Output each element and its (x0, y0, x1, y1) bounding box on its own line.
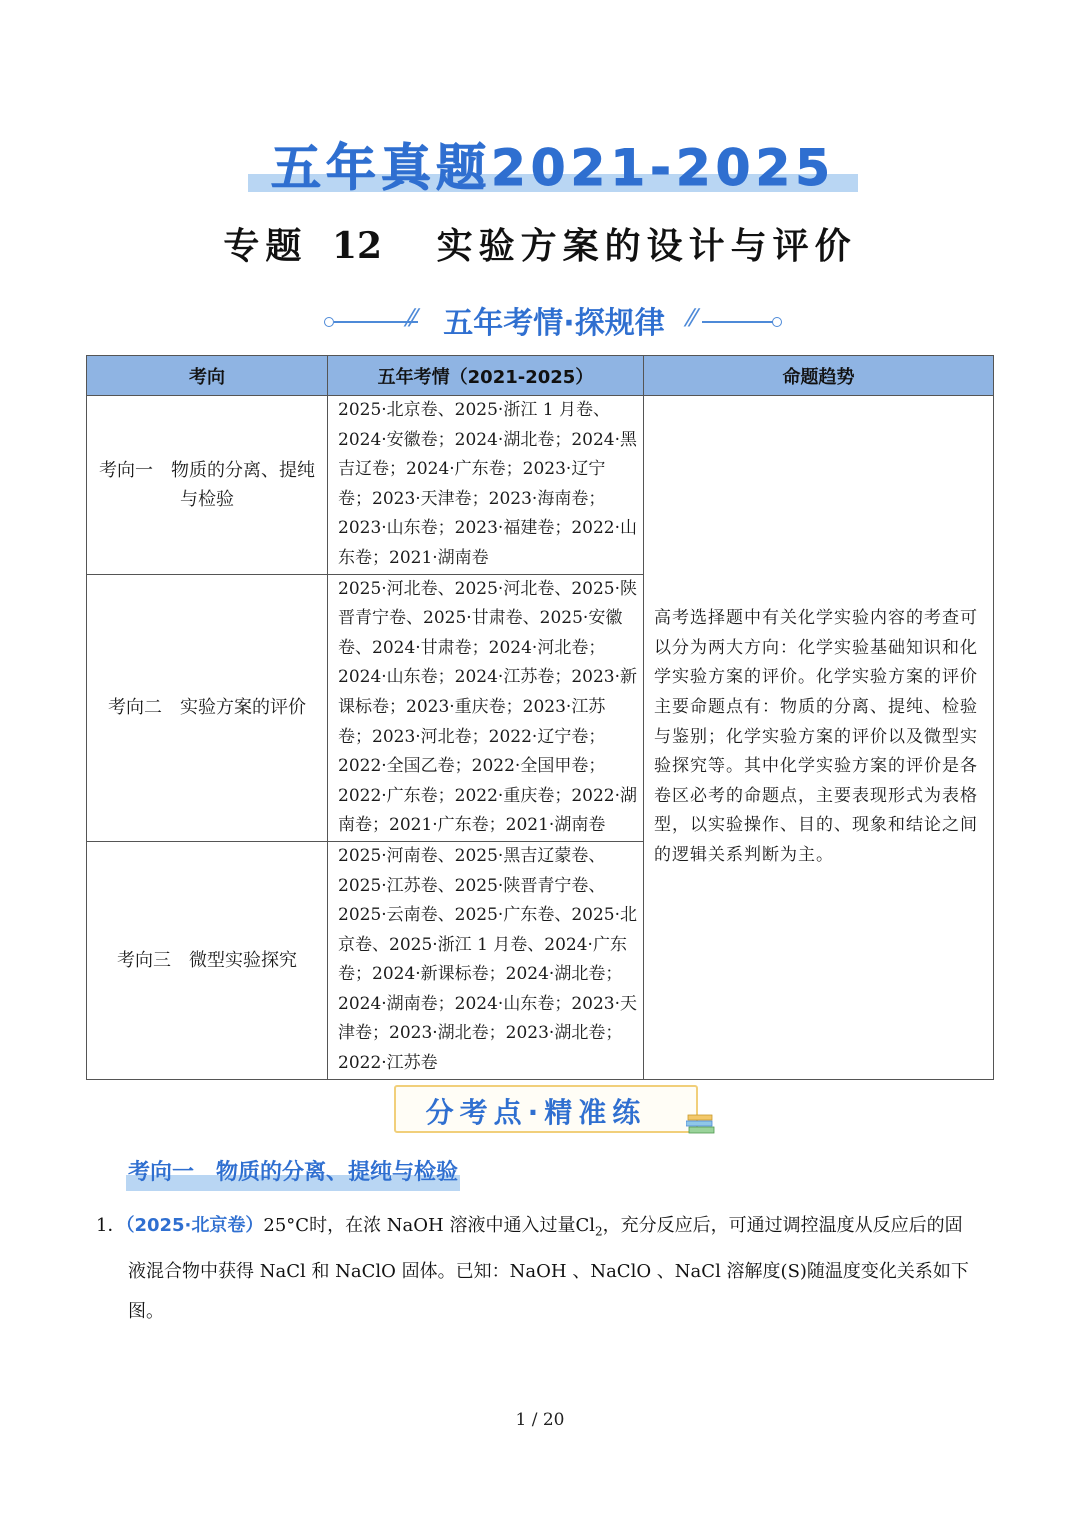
right-dot-icon (772, 317, 782, 327)
header-exams: 五年考情（2021-2025） (328, 356, 644, 396)
question-number: 1． (96, 1215, 126, 1236)
direction-line: 考向二 实验方案的评价 (108, 697, 306, 719)
topic-title (0, 218, 1080, 269)
trend-cell: 高考选择题中有关化学实验内容的考查可以分为两大方向：化学实验基础知识和化学实验方案的评价。化学实验方案的评价主要命题点有：物质的分离、提纯、检验与鉴别；化学实验方案的评价以及微型实验探究等。其中化学实验方案的评价是各卷区必考的命题点，主要表现形式为表格型，以实验操作、目的、现象和结论之间的逻辑关系判断为主。 (644, 396, 994, 1080)
title-banner (248, 126, 858, 196)
exams-cell: 2025·北京卷、2025·浙江 1 月卷、2024·安徽卷；2024·湖北卷；2024·黑吉辽卷；2024·广东卷；2023·辽宁卷；2023·天津卷；2023·海南卷；2023·山东卷；2023·福建卷；2022·山东卷；2021·湖南卷 (328, 396, 644, 575)
question-text: 液混合物中获得 NaCl 和 NaClO 固体。已知：NaOH 、NaClO 、NaCl 溶解度(S)随温度变化关系如下图。 (128, 1260, 969, 1322)
right-slash-icon: ⁄⁄ (688, 304, 697, 332)
left-slash-icon: ⁄⁄ (408, 304, 417, 332)
topic-name: 实验方案的设计与评价 (436, 225, 857, 267)
direction-line: 考向三 微型实验探究 (117, 949, 297, 971)
exams-cell: 2025·河北卷、2025·河北卷、2025·陕晋青宁卷、2025·甘肃卷、2025·安徽卷、2024·甘肃卷；2024·河北卷；2024·山东卷；2024·江苏卷；2023·新课标卷；2023·重庆卷；2023·江苏卷；2023·河北卷；2022·辽宁卷；2022·全国乙卷；2022·全国甲卷；2022·广东卷；2022·重庆卷；2022·湖南卷；2021·广东卷；2021·湖南卷 (328, 574, 644, 841)
exam-trend-table (86, 355, 994, 1080)
left-dot-icon (324, 317, 334, 327)
section-header-trends (320, 296, 790, 346)
subsection-heading: 考向一 物质的分离、提纯与检验 (126, 1155, 460, 1191)
exams-cell: 2025·河南卷、2025·黑吉辽蒙卷、2025·江苏卷、2025·陕晋青宁卷、2025·云南卷、2025·广东卷、2025·北京卷、2025·浙江 1 月卷、2024·广东卷；2024·新课标卷；2024·湖北卷；2024·湖南卷；2024·山东卷；2023·天津卷；2023·湖北卷；2023·湖北卷；2022·江苏卷 (328, 841, 644, 1079)
question-text: ，充分反应后，可通过调控温度从反应后的固 (602, 1215, 963, 1236)
section-title: 五年考情·探规律 (443, 306, 665, 341)
header-direction: 考向 (87, 356, 328, 396)
books-icon (686, 1113, 716, 1135)
question-1 (96, 1206, 996, 1332)
section-title: 分考点·精准练 (425, 1096, 647, 1129)
direction-line: 与检验 (180, 488, 234, 510)
section-header-practice (394, 1085, 698, 1133)
header-trend: 命题趋势 (644, 356, 994, 396)
direction-cell (87, 574, 328, 841)
direction-cell (87, 396, 328, 575)
direction-cell (87, 841, 328, 1079)
topic-number: 12 (331, 225, 383, 267)
table-row (87, 396, 994, 575)
chem-formula: $Cl_2$ (575, 1215, 603, 1239)
question-source: （2025·北京卷） (125, 1215, 264, 1236)
page-number: 1 / 20 (515, 1410, 565, 1430)
topic-prefix: 专题 (223, 225, 308, 267)
left-rule (334, 321, 418, 323)
table-header-row (87, 356, 994, 396)
question-text: 25°C时，在浓 NaOH 溶液中通入过量 (263, 1215, 576, 1236)
direction-line: 考向一 物质的分离、提纯 (99, 459, 315, 481)
banner-title: 五年真题2021-2025 (270, 139, 836, 197)
right-rule (702, 321, 774, 323)
